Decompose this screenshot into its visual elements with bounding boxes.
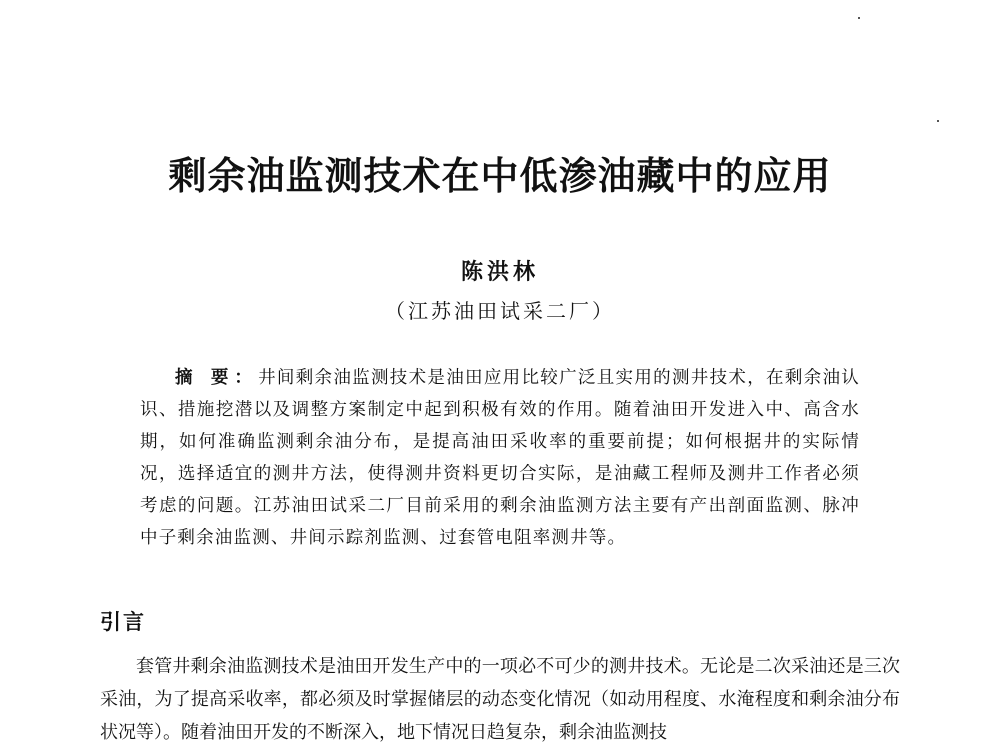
- paper-title: 剩余油监测技术在中低渗油藏中的应用: [168, 154, 832, 198]
- scan-speck: [858, 17, 860, 19]
- abstract-paragraph: [140, 362, 860, 554]
- author-affiliation: （江苏油田试采二厂）: [385, 299, 615, 323]
- introduction-body: [100, 650, 900, 749]
- section-heading-introduction: 引言: [100, 610, 146, 634]
- introduction-paragraph: 套管井剩余油监测技术是油田开发生产中的一项必不可少的测井技术。无论是二次采油还是三次采油，为了提高采收率，都必须及时掌握储层的动态变化情况（如动用程度、水淹程度和剩余油分布状况等）。随着油田开发的不断深入，地下情况日趋复杂，剩余油监测技: [100, 656, 900, 743]
- author-name: 陈洪林: [460, 259, 539, 285]
- abstract-text: 井间剩余油监测技术是油田应用比较广泛且实用的测井技术，在剩余油认识、措施挖潜以及调整方案制定中起到积极有效的作用。随着油田开发进入中、高含水期，如何准确监测剩余油分布，是提高油田采收率的重要前提；如何根据井的实际情况，选择适宜的测井方法，使得测井资料更切合实际，是油藏工程师及测井工作者必须考虑的问题。江苏油田试采二厂目前采用的剩余油监测方法主要有产出剖面监测、脉冲中子剩余油监测、井间示踪剂监测、过套管电阻率测井等。: [140, 368, 861, 548]
- scan-speck: [937, 120, 939, 122]
- abstract-label: 摘 要：: [175, 368, 259, 388]
- abstract: [140, 362, 860, 554]
